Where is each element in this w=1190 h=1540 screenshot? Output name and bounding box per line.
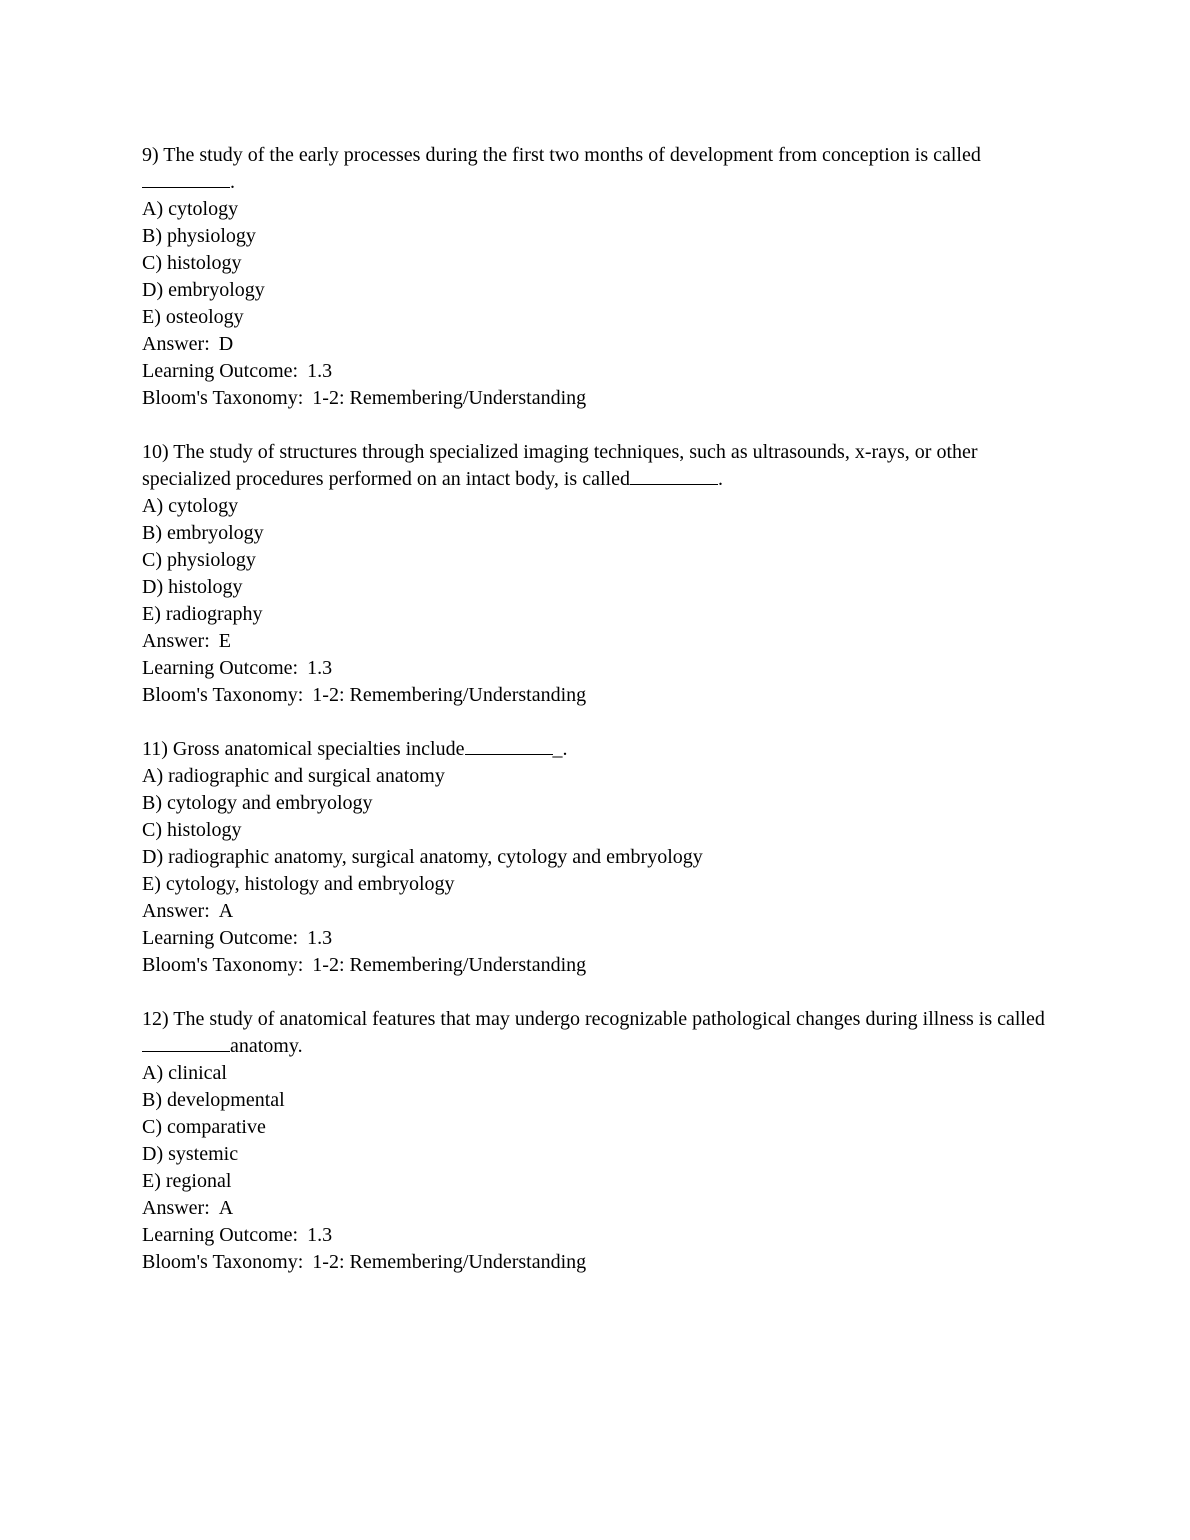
- answer-value: D: [218, 333, 234, 355]
- question-stem: [142, 142, 1050, 196]
- choice-b: B) developmental: [142, 1089, 285, 1111]
- question-stem-text: 12) The study of anatomical features that may undergo recognizable pathological changes during illness is called: [142, 1008, 1045, 1030]
- blooms-value: 1-2: Remembering/Understanding: [312, 387, 587, 409]
- learning-outcome-label: Learning Outcome:: [142, 927, 299, 949]
- choice-e: E) osteology: [142, 306, 244, 328]
- learning-outcome-line: [142, 358, 1050, 385]
- learning-outcome-value: 1.3: [307, 927, 333, 949]
- learning-outcome-label: Learning Outcome:: [142, 1224, 299, 1246]
- choice-c: C) histology: [142, 819, 242, 841]
- choice-d: D) histology: [142, 576, 243, 598]
- blooms-value: 1-2: Remembering/Understanding: [312, 1251, 587, 1273]
- fill-in-blank: [630, 466, 718, 485]
- answer-value: A: [218, 1197, 234, 1219]
- learning-outcome-line: [142, 1222, 1050, 1249]
- blooms-line: [142, 682, 1050, 709]
- question-stem: [142, 736, 1050, 763]
- choice-a: A) radiographic and surgical anatomy: [142, 765, 445, 787]
- answer-value: E: [218, 630, 231, 652]
- question-stem: [142, 1006, 1050, 1060]
- learning-outcome-value: 1.3: [307, 1224, 333, 1246]
- answer-label: Answer:: [142, 1197, 210, 1219]
- choice-d: D) embryology: [142, 279, 265, 301]
- learning-outcome-value: 1.3: [307, 657, 333, 679]
- blooms-line: [142, 952, 1050, 979]
- answer-label: Answer:: [142, 333, 210, 355]
- blooms-label: Bloom's Taxonomy:: [142, 684, 304, 706]
- question-stem-suffix: _.: [552, 738, 568, 760]
- choice-e: E) cytology, histology and embryology: [142, 873, 455, 895]
- question-stem: [142, 439, 1050, 493]
- choice-d: D) systemic: [142, 1143, 239, 1165]
- blooms-label: Bloom's Taxonomy:: [142, 1251, 304, 1273]
- blooms-value: 1-2: Remembering/Understanding: [312, 954, 587, 976]
- choice-b: B) embryology: [142, 522, 264, 544]
- question-stem-text: 10) The study of structures through specialized imaging techniques, such as ultrasounds, x-rays, or other specialized procedures performed on an intact body, is called: [142, 441, 978, 490]
- question-block-11: [142, 736, 1050, 979]
- fill-in-blank: [142, 169, 230, 188]
- learning-outcome-line: [142, 655, 1050, 682]
- answer-line: [142, 628, 1050, 655]
- choice-c: C) physiology: [142, 549, 256, 571]
- question-stem-suffix: .: [230, 171, 235, 193]
- question-stem-suffix: .: [717, 468, 723, 490]
- choice-a: A) cytology: [142, 198, 239, 220]
- answer-label: Answer:: [142, 900, 210, 922]
- choice-b: B) physiology: [142, 225, 256, 247]
- question-stem-suffix: anatomy.: [230, 1035, 303, 1057]
- blooms-line: [142, 385, 1050, 412]
- choice-d: D) radiographic anatomy, surgical anatomy, cytology and embryology: [142, 846, 703, 868]
- answer-line: [142, 1195, 1050, 1222]
- learning-outcome-value: 1.3: [307, 360, 333, 382]
- choice-c: C) histology: [142, 252, 242, 274]
- learning-outcome-label: Learning Outcome:: [142, 360, 299, 382]
- question-block-10: [142, 439, 1050, 709]
- question-stem-text: 11) Gross anatomical specialties include: [142, 738, 465, 760]
- question-block-9: [142, 142, 1050, 412]
- answer-label: Answer:: [142, 630, 210, 652]
- blooms-label: Bloom's Taxonomy:: [142, 387, 304, 409]
- fill-in-blank: [142, 1033, 230, 1052]
- answer-value: A: [218, 900, 234, 922]
- question-block-12: [142, 1006, 1050, 1276]
- choice-a: A) clinical: [142, 1062, 227, 1084]
- learning-outcome-label: Learning Outcome:: [142, 657, 299, 679]
- choice-e: E) regional: [142, 1170, 232, 1192]
- choice-a: A) cytology: [142, 495, 239, 517]
- choice-e: E) radiography: [142, 603, 263, 625]
- learning-outcome-line: [142, 925, 1050, 952]
- choice-c: C) comparative: [142, 1116, 266, 1138]
- choice-b: B) cytology and embryology: [142, 792, 373, 814]
- answer-line: [142, 898, 1050, 925]
- question-stem-text: 9) The study of the early processes during the first two months of development from conception is called: [142, 144, 981, 166]
- blooms-label: Bloom's Taxonomy:: [142, 954, 304, 976]
- blooms-value: 1-2: Remembering/Understanding: [312, 684, 587, 706]
- blooms-line: [142, 1249, 1050, 1276]
- fill-in-blank: [465, 736, 553, 755]
- answer-line: [142, 331, 1050, 358]
